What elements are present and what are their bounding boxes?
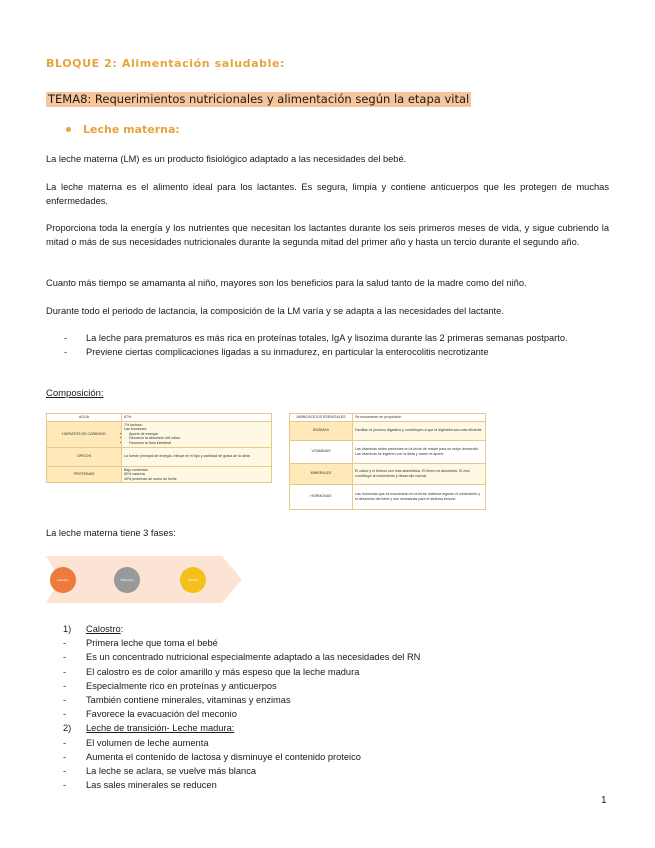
list-item: - El calostro es de color amarillo y más espeso que la leche madura [63, 666, 360, 677]
fases-intro: La leche materna tiene 3 fases: [46, 528, 176, 538]
phase-circle: Transición [114, 567, 140, 593]
section-heading-text: Leche materna: [83, 123, 180, 136]
composition-heading: Composición: [46, 388, 104, 399]
list-item: - También contiene minerales, vitaminas y enzimas [63, 695, 291, 706]
table-row [47, 414, 272, 422]
table-cell: HORMONAS [290, 484, 353, 509]
list-item: - El volumen de leche aumenta [63, 737, 209, 748]
table-row [47, 466, 272, 483]
table-cell: Se encuentran en proporción [353, 414, 486, 422]
list-item: - Primera leche que toma el bebé [63, 638, 218, 649]
paragraph-1: La leche materna (LM) es un producto fisiológico adaptado a las necesidades del bebé. [46, 154, 407, 164]
table-cell: LÍPIDOS [47, 447, 122, 466]
phases-list [46, 622, 609, 792]
table-row [290, 421, 486, 440]
table-row [290, 440, 486, 463]
table-cell: MINERALES [290, 463, 353, 484]
tema-title: TEMA8: Requerimientos nutricionales y alimentación según la etapa vital [48, 92, 470, 106]
list-item: - Aumenta el contenido de lactosa y disminuye el contenido proteico [63, 751, 361, 762]
section-heading [66, 123, 180, 136]
table-cell: VITAMINAS [290, 440, 353, 463]
list-item: - La leche se aclara, se vuelve más blanca [63, 766, 257, 777]
paragraph-2: La leche materna es el alimento ideal para los lactantes. Es segura, limpia y contiene anticuerpos que les protegen de muchas enfermedades. [46, 182, 609, 206]
block-title: BLOQUE 2: Alimentación saludable: [46, 57, 286, 70]
table-cell: 87% [122, 414, 272, 422]
list-item: - Previene ciertas complicaciones ligadas a su inmadurez, en particular la enterocolitis necrotizante [64, 346, 489, 357]
paragraph-3: Proporciona toda la energía y los nutrientes que necesitan los lactantes durante los seis primeros meses de vida, y sigue cubriendo la mitad o más de sus necesidades nutricionales durante la segunda mitad del primer año y hasta un tercio durante el segundo año. [46, 223, 609, 247]
page-number: 1 [601, 795, 607, 806]
phase-circle: Madura [180, 567, 206, 593]
table-cell: Las vitaminas están presentes en la leche de madre para un mejor desarrollo. Las vitaminas se ingieren con la dieta y hacen el aporte [353, 440, 486, 463]
table-row [290, 484, 486, 509]
table-cell: Bajo contenido 60% caseína 40% proteínas de suero de leche [122, 466, 272, 483]
composition-table-right [289, 413, 486, 510]
premature-list [46, 332, 609, 360]
composition-table-left [46, 413, 272, 483]
table-cell: ENZIMAS [290, 421, 353, 440]
table-cell: Las hormonas que se encuentran en la leche materna regulan el crecimiento y el desarrollo del bebé y son necesarias para el sistema inmune [353, 484, 486, 509]
list-item: - Es un concentrado nutricional especialmente adaptado a las necesidades del RN [63, 652, 421, 663]
table-row [290, 463, 486, 484]
list-item: - Favorece la evacuación del meconio [63, 709, 237, 720]
paragraph-5: Durante todo el periodo de lactancia, la composición de la LM varía y se adapta a las necesidades del lactante. [46, 306, 504, 316]
table-row [47, 447, 272, 466]
phase-circle: Calostro [50, 567, 76, 593]
table-cell: Facilitan el proceso digestivo y contribuyen a que la digestión sea más eficiente [353, 421, 486, 440]
table-row [290, 414, 486, 422]
list-item: - Las sales minerales se reducen [63, 780, 217, 791]
table-cell: AGUA [47, 414, 122, 422]
table-cell: PROTEÍNAS [47, 466, 122, 483]
calostro-title: Calostro [86, 624, 121, 634]
table-cell: La fuente principal de energía. Influye en el tipo y cantidad de grasa de la dieta [122, 447, 272, 466]
paragraph-4: Cuanto más tiempo se amamanta al niño, mayores son los beneficios para la salud tanto de la madre como del niño. [46, 278, 527, 288]
table-cell: El calcio y el fósforo son más absorbidos. El hierro es absorbido. El zinc contribuye al crecimiento y desarrollo normal [353, 463, 486, 484]
list-item: - La leche para prematuros es más rica en proteínas totales, IgA y lisozima durante las 2 primeras semanas postparto. [64, 333, 568, 343]
transicion-title: Leche de transición- Leche madura: [86, 723, 235, 734]
table-cell: 7% lactosa Las funciones: • Aporte de energía • Favorece la absorción del calcio • Favorece la flora intestinal [122, 421, 272, 447]
table-cell: AMINOÁCIDOS ESENCIALES [290, 414, 353, 422]
table-cell: HIDRATOS DE CARBONO [47, 421, 122, 447]
list-item: 1) Calostro: [63, 624, 124, 634]
bullet-dot-icon [66, 127, 71, 132]
list-item: - Especialmente rico en proteínas y anticuerpos [63, 680, 277, 691]
table-row [47, 421, 272, 447]
list-item: 2) Leche de transición- Leche madura: [63, 723, 235, 734]
